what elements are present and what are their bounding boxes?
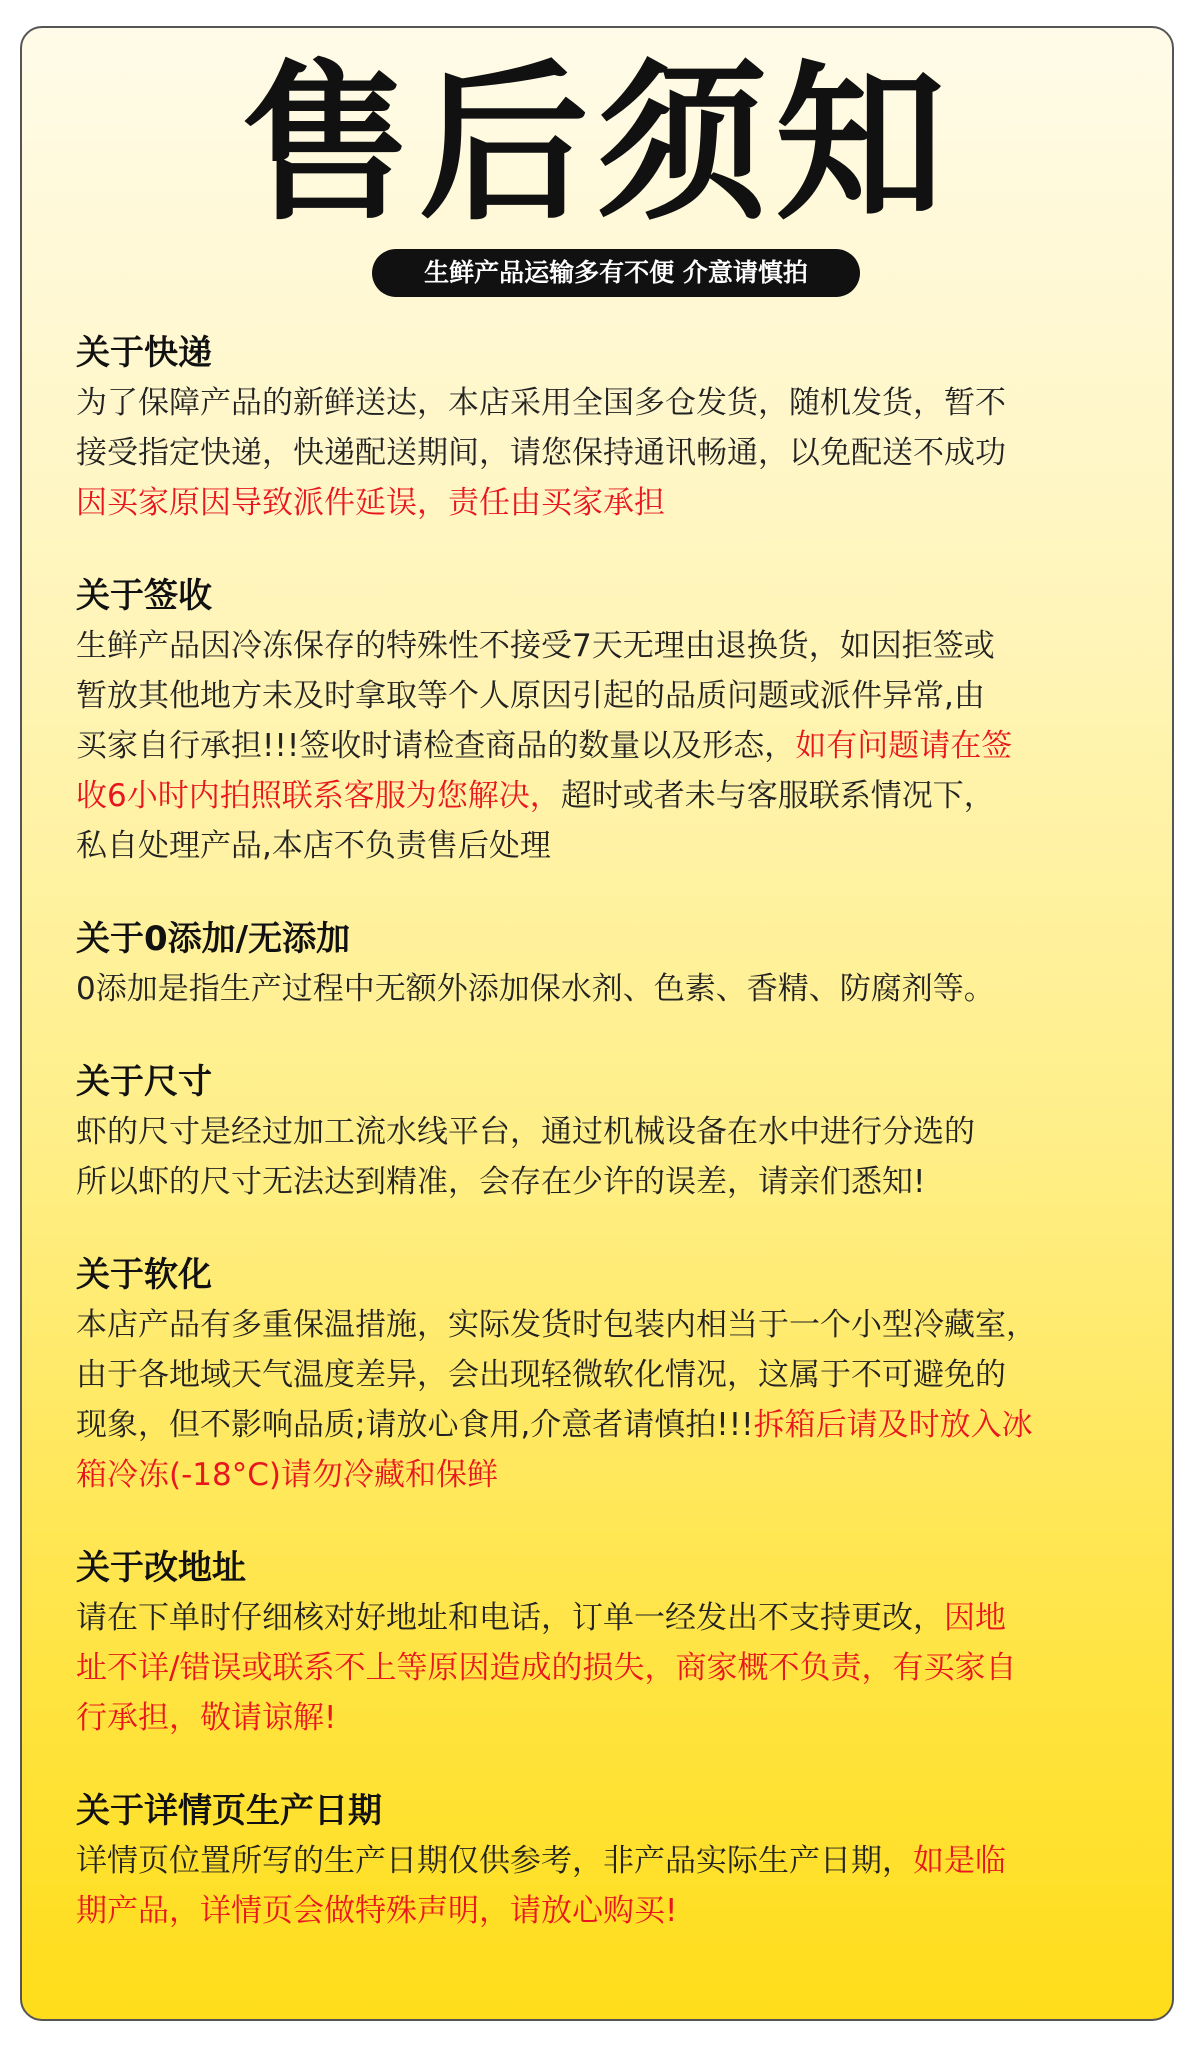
- body-line: [76, 1300, 1171, 1350]
- section-heading: 关于0添加/无添加: [76, 919, 351, 959]
- highlighted-text: 如有问题请在签: [795, 728, 1013, 764]
- body-line: [76, 671, 1171, 721]
- notice-card: [20, 26, 1174, 2021]
- section-heading: 关于详情页生产日期: [76, 1791, 382, 1831]
- notice-section: [76, 914, 1171, 1014]
- highlighted-text: 行承担，敬请谅解!: [76, 1700, 337, 1736]
- body-text: 所以虾的尺寸无法达到精准，会存在少许的误差，请亲们悉知!: [76, 1164, 926, 1200]
- body-text: 接受指定快递，快递配送期间，请您保持通讯畅通，以免配送不成功: [76, 435, 1006, 471]
- body-line: [76, 1836, 1171, 1886]
- notice-section: [76, 1786, 1171, 1936]
- highlighted-text: 因地: [944, 1600, 1006, 1636]
- body-text: 生鲜产品因冷冻保存的特殊性不接受7天无理由退换货，如因拒签或: [76, 628, 995, 664]
- body-text: 由于各地域天气温度差异，会出现轻微软化情况，这属于不可避免的: [76, 1357, 1006, 1393]
- body-line: [76, 1693, 1171, 1743]
- body-line: [76, 621, 1171, 671]
- notice-section: [76, 1057, 1171, 1207]
- body-line: [76, 1593, 1171, 1643]
- body-line: [76, 1350, 1171, 1400]
- notice-content: [76, 328, 1171, 1936]
- notice-section: [76, 1543, 1171, 1743]
- section-body: [76, 1836, 1171, 1936]
- body-line: [76, 721, 1171, 771]
- highlighted-text: 拆箱后请及时放入冰: [753, 1407, 1033, 1443]
- section-body: [76, 1300, 1171, 1500]
- section-heading: 关于签收: [76, 576, 212, 616]
- subtitle-badge: 生鲜产品运输多有不便 介意请慎拍: [372, 249, 860, 297]
- highlighted-text: 因买家原因导致派件延误，责任由买家承担: [76, 485, 665, 521]
- notice-section: [76, 571, 1171, 871]
- body-text: 私自处理产品,本店不负责售后处理: [76, 828, 551, 864]
- section-body: [76, 1593, 1171, 1743]
- body-line: [76, 771, 1171, 821]
- body-text: 详情页位置所写的生产日期仅供参考，非产品实际生产日期，: [76, 1843, 913, 1879]
- highlighted-text: 收6小时内拍照联系客服为您解决，: [76, 778, 561, 814]
- body-line: [76, 964, 1171, 1014]
- highlighted-text: 如是临: [913, 1843, 1006, 1879]
- section-heading: 关于改地址: [76, 1548, 246, 1588]
- body-line: [76, 821, 1171, 871]
- body-line: [76, 1643, 1171, 1693]
- notice-section: [76, 328, 1171, 528]
- section-body: [76, 964, 1171, 1014]
- body-line: [76, 1450, 1171, 1500]
- section-body: [76, 378, 1171, 528]
- body-line: [76, 378, 1171, 428]
- body-text: 为了保障产品的新鲜送达，本店采用全国多仓发货，随机发货，暂不: [76, 385, 1006, 421]
- body-line: [76, 1886, 1171, 1936]
- body-line: [76, 1107, 1171, 1157]
- body-text: 请在下单时仔细核对好地址和电话，订单一经发出不支持更改，: [76, 1600, 944, 1636]
- body-text: 本店产品有多重保温措施，实际发货时包装内相当于一个小型冷藏室，: [76, 1307, 1037, 1343]
- body-line: [76, 1400, 1171, 1450]
- section-body: [76, 1107, 1171, 1207]
- section-heading: 关于尺寸: [76, 1062, 212, 1102]
- body-text: 暂放其他地方未及时拿取等个人原因引起的品质问题或派件异常,由: [76, 678, 985, 714]
- notice-section: [76, 1250, 1171, 1500]
- section-heading: 关于快递: [76, 333, 212, 373]
- section-heading: 关于软化: [76, 1255, 212, 1295]
- highlighted-text: 期产品，详情页会做特殊声明，请放心购买!: [76, 1893, 678, 1929]
- highlighted-text: 址不详/错误或联系不上等原因造成的损失，商家概不负责，有买家自: [76, 1650, 1017, 1686]
- highlighted-text: 箱冷冻(-18°C)请勿冷藏和保鲜: [76, 1457, 498, 1493]
- body-text: 虾的尺寸是经过加工流水线平台，通过机械设备在水中进行分选的: [76, 1114, 975, 1150]
- body-text: 买家自行承担!!!签收时请检查商品的数量以及形态，: [76, 728, 796, 764]
- section-body: [76, 621, 1171, 871]
- page-title: 售后须知: [240, 46, 953, 244]
- body-line: [76, 1157, 1171, 1207]
- body-text: 现象，但不影响品质;请放心食用,介意者请慎拍!!!: [76, 1407, 754, 1443]
- body-line: [76, 478, 1171, 528]
- body-text: 超时或者未与客服联系情况下，: [560, 778, 995, 814]
- body-line: [76, 428, 1171, 478]
- body-text: 0添加是指生产过程中无额外添加保水剂、色素、香精、防腐剂等。: [76, 971, 995, 1007]
